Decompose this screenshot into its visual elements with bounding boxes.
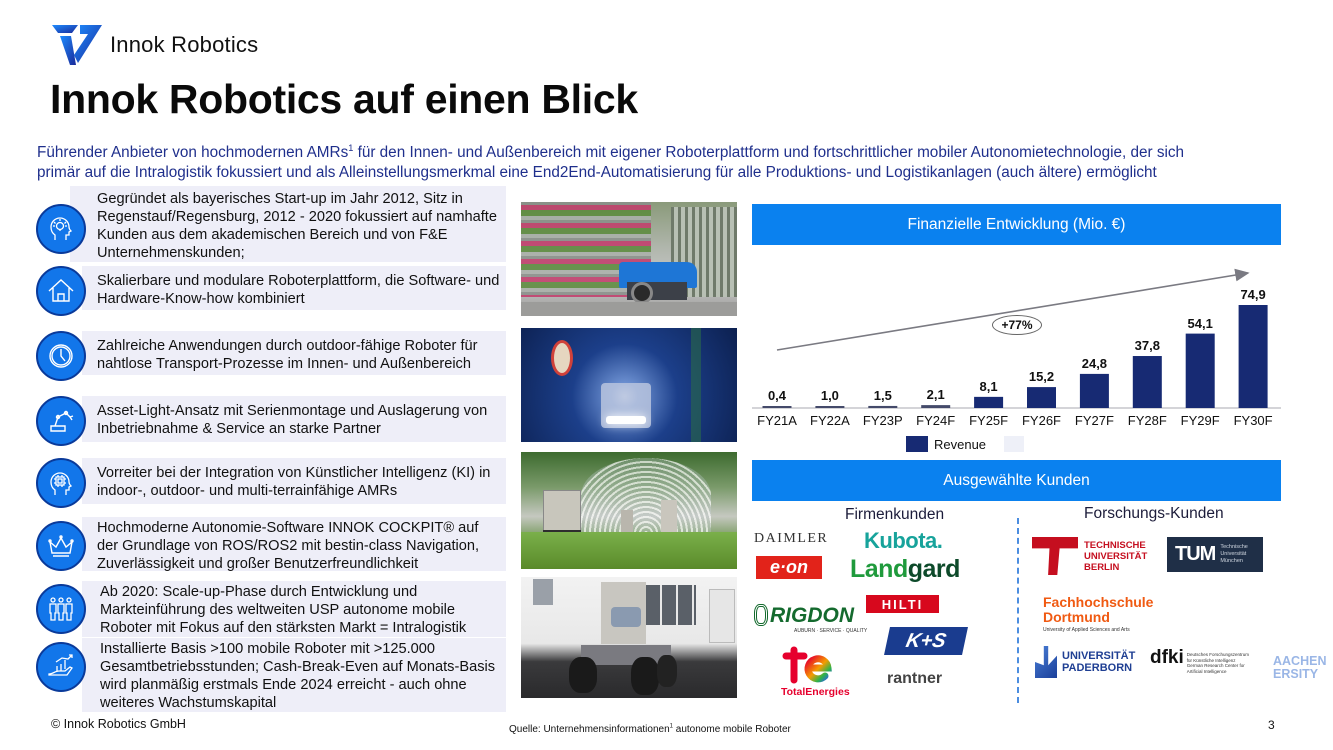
- rwth-line2: ERSITY: [1273, 667, 1319, 681]
- bar-value-label: 74,9: [1240, 287, 1266, 302]
- logo-tu-berlin: [1032, 537, 1147, 575]
- feature-text: Vorreiter bei der Integration von Künstlicher Intelligenz (KI) in indoor-, outdoor- und multi-terrainfähige AMRs: [97, 465, 491, 499]
- logo-rigdon: [754, 604, 854, 628]
- trend-arrow: [777, 273, 1248, 350]
- category-label: FY21A: [757, 413, 797, 428]
- lightbulb-head-icon: [36, 204, 86, 254]
- footnote-marker: 1: [669, 723, 673, 730]
- company-logo: [52, 25, 258, 65]
- tu-berlin-mark-icon: [1032, 537, 1078, 575]
- dfki-line1: Deutsches Forschungszentrum: [1186, 652, 1250, 657]
- feature-text: Hochmoderne Autonomie-Software INNOK COCKPIT® auf der Grundlage von ROS/ROS2 mit bestin-class Navigation, Zuverlässigkeit und großer Benutzerfreundlichkeit: [97, 520, 480, 572]
- paderborn-text: [1062, 650, 1135, 674]
- bar-value-label: 24,8: [1081, 355, 1108, 371]
- category-label: FY27F: [1074, 413, 1114, 428]
- logo-fh-dortmund: [1043, 595, 1153, 625]
- bar-FY24F: [921, 405, 950, 408]
- bar-value-label: 8,1: [979, 378, 998, 394]
- tub-line1: TECHNISCHE: [1084, 539, 1146, 551]
- logo-uni-paderborn: [1035, 646, 1135, 678]
- bar-value-label: 2,1: [926, 387, 945, 403]
- growth-chart-hand-icon: [36, 642, 86, 692]
- logo-tum: [1167, 537, 1263, 572]
- logo-landgard: [850, 555, 960, 584]
- legend-swatch-revenue: [906, 436, 928, 452]
- bar-value-label: 1,5: [873, 387, 892, 403]
- landgard-part-b: gard: [907, 555, 960, 583]
- bar-value-label: 1,0: [820, 388, 839, 403]
- logo-ks: K+S: [884, 627, 968, 655]
- bar-value-label: 54,1: [1187, 315, 1213, 331]
- bar-FY22A: [815, 406, 844, 408]
- house-icon: [36, 266, 86, 316]
- copyright: © Innok Robotics GmbH: [51, 717, 186, 731]
- page-number: 3: [1268, 718, 1275, 732]
- chart-legend: [906, 436, 1024, 452]
- feature-item: [36, 331, 506, 375]
- feature-item: [36, 581, 506, 637]
- research-customers-title: Forschungs-Kunden: [1084, 505, 1224, 522]
- logo-daimler: DAIMLER: [754, 531, 829, 546]
- fhd-line1: Fachhochschule: [1043, 594, 1154, 610]
- rigdon-text: RIGDON: [770, 604, 854, 627]
- footnote-text: autonome mobile Roboter: [673, 724, 791, 735]
- bar-FY23P: [868, 406, 897, 408]
- dfki-text: [1187, 648, 1249, 674]
- tu-berlin-text: [1084, 540, 1147, 573]
- bar-value-label: 15,2: [1028, 369, 1055, 385]
- bar-FY29F: [1186, 334, 1215, 408]
- intro-line2: primär auf die Intralogistik fokussiert und als Alleinstellungsmerkmal eine End2End-Automatisierung für alle Produktions- und Logistikanlagen (auch ältere) ermöglicht: [37, 164, 1157, 181]
- bar-FY28F: [1133, 356, 1162, 408]
- fhd-line2: Dortmund: [1043, 609, 1110, 625]
- photo-robot-underground-mine: [521, 328, 737, 442]
- logo-eon: e·on: [756, 556, 822, 579]
- corporate-customers-title: Firmenkunden: [845, 506, 945, 523]
- feature-text: Zahlreiche Anwendungen durch outdoor-fähige Roboter für nahtlose Transport-Prozesse im Innen- und Außenbereich: [97, 338, 478, 372]
- feature-text: Skalierbare und modulare Roboterplattform, die Software- und Hardware-Know-how kombiniert: [97, 273, 500, 307]
- finance-section-header: Finanzielle Entwicklung (Mio. €): [752, 204, 1281, 245]
- photo-robot-with-arm-outdoor: [521, 577, 737, 698]
- feature-item: [36, 517, 506, 571]
- category-label: FY23P: [862, 413, 903, 428]
- totalenergies-mark-icon: [782, 646, 832, 686]
- feature-item: [36, 638, 506, 712]
- logo-rigdon-tagline: AUBURN · SERVICE · QUALITY: [794, 628, 868, 634]
- customers-divider: [1017, 518, 1019, 703]
- feature-text: Asset-Light-Ansatz mit Serienmontage und Auslagerung von Inbetriebnahme & Service an starke Partner: [97, 403, 488, 437]
- clock-icon: [36, 331, 86, 381]
- intro-text: [37, 143, 1297, 183]
- category-label: FY28F: [1127, 413, 1167, 428]
- legend-label-revenue: Revenue: [934, 436, 987, 452]
- logo-rantner: rantner: [887, 670, 943, 687]
- cagr-badge: +77%: [992, 315, 1042, 335]
- feature-text: Installierte Basis >100 mobile Roboter mit >125.000 Gesamtbetriebsstunden; Cash-Break-Even auf Monats-Basis wird planmäßig erstmals Ende 2024 erreicht - auch ohne weiteres Wachstumskapital: [100, 641, 496, 711]
- logo-dfki: [1150, 648, 1249, 674]
- tub-line3: BERLIN: [1084, 561, 1120, 573]
- innok-logo-mark-icon: [52, 25, 102, 65]
- page-title: Innok Robotics auf einen Blick: [50, 76, 638, 122]
- category-label: FY22A: [810, 413, 850, 428]
- intro-line1-a: Führender Anbieter von hochmodernen AMRs: [37, 144, 349, 161]
- tum-line1: Technische: [1220, 544, 1248, 550]
- category-label: FY29F: [1180, 413, 1220, 428]
- dfki-line3: German Research Center for: [1186, 663, 1245, 668]
- customers-section-header: Ausgewählte Kunden: [752, 460, 1281, 501]
- logo-rwth-aachen-partial: [1273, 655, 1326, 681]
- tum-text: [1220, 544, 1248, 565]
- tum-line2: Universität: [1220, 551, 1247, 557]
- category-label: FY30F: [1233, 413, 1273, 428]
- bar-FY21A: [763, 406, 792, 408]
- bar-FY26F: [1027, 387, 1056, 408]
- robot-arm-icon: [36, 396, 86, 446]
- upb-line1: UNIVERSITÄT: [1062, 650, 1136, 662]
- feature-item: [36, 458, 506, 504]
- tub-line2: UNIVERSITÄT: [1084, 550, 1148, 562]
- feature-item: [36, 266, 506, 310]
- dfki-line2: für Künstliche Intelligenz: [1186, 657, 1236, 663]
- tire-icon: [754, 604, 768, 626]
- category-label: FY26F: [1021, 413, 1061, 428]
- bar-FY27F: [1080, 374, 1109, 408]
- feature-item: [36, 186, 506, 262]
- dfki-mark: dfki: [1150, 647, 1184, 668]
- bar-value-label: 37,8: [1134, 338, 1160, 354]
- footnote-ref: 1: [348, 142, 354, 153]
- logo-text: Innok Robotics: [110, 32, 259, 57]
- logo-hilti: HILTI: [866, 595, 939, 613]
- feature-item: [36, 396, 506, 442]
- logo-kubota: Kubota.: [864, 528, 943, 553]
- landgard-part-a: Land: [850, 555, 908, 583]
- category-label: FY25F: [969, 413, 1009, 428]
- legend-swatch-blank: [1004, 436, 1024, 452]
- team-icon: [36, 584, 86, 634]
- bar-FY30F: [1239, 305, 1268, 408]
- photo-robot-watering-cemetery: [521, 452, 737, 569]
- feature-text: Ab 2020: Scale-up-Phase durch Entwicklung und Markteinführung des weltweiten USP autonome mobile Roboter mit Fokus auf den stärksten Markt = Intralogistik: [100, 584, 467, 636]
- revenue-bar-chart: [752, 258, 1281, 458]
- logo-totalenergies: TotalEnergies: [781, 686, 850, 698]
- dfki-line4: Artificial Intelligence: [1186, 668, 1227, 674]
- tum-line3: München: [1220, 558, 1243, 564]
- crown-icon: [36, 521, 86, 571]
- source-note: [509, 724, 791, 735]
- feature-text: Gegründet als bayerisches Start-up im Jahr 2012, Sitz in Regenstauf/Regensburg, 2012 - 2020 fokussiert auf namhafte Kunden aus dem akademischen Bereich und von F&E Unternehmenskunden;: [97, 191, 497, 261]
- source-text: Quelle: Unternehmensinformationen: [509, 724, 670, 735]
- upb-line2: PADERBORN: [1062, 662, 1133, 674]
- category-label: FY24F: [916, 413, 956, 428]
- bar-FY25F: [974, 397, 1003, 408]
- paderborn-mark-icon: [1035, 646, 1057, 678]
- bar-value-label: 0,4: [767, 388, 787, 403]
- intro-line1-b: für den Innen- und Außenbereich mit eigener Roboterplattform und fortschrittlicher mobiler Autonomietechnologie, der sich: [353, 144, 1185, 161]
- tum-mark: TUM: [1175, 543, 1216, 565]
- photo-robot-plant-logistics: [521, 202, 737, 316]
- chart-graphics: [752, 258, 1281, 458]
- logo-fh-dortmund-tagline: University of Applied Sciences and Arts: [1043, 627, 1130, 633]
- ai-chip-head-icon: [36, 458, 86, 508]
- rwth-line1: AACHEN: [1273, 654, 1327, 668]
